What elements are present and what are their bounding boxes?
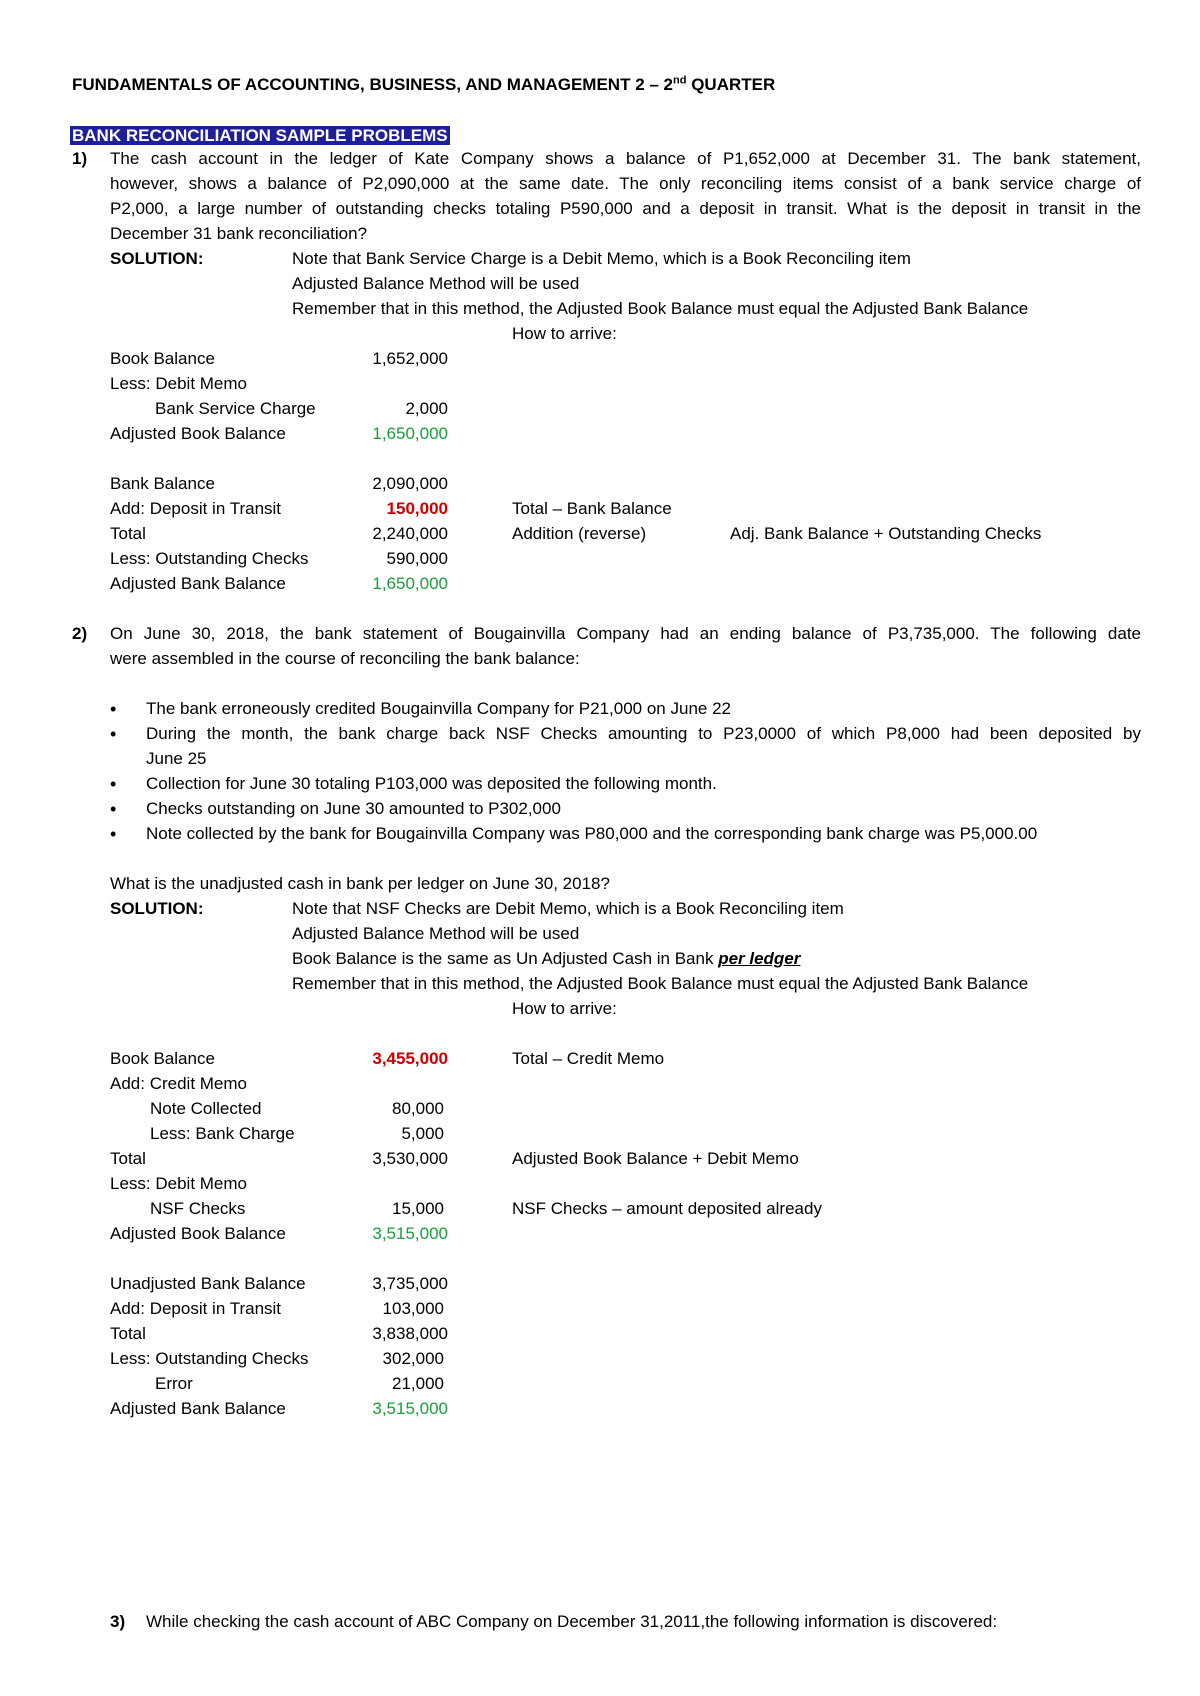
table-row-value: 3,530,000	[372, 1149, 448, 1168]
aside-note: Addition (reverse)	[512, 524, 647, 543]
bullet-item: • Note collected by the bank for Bougainvilla Company was P80,000 and the corresponding bank charge was P5,000.00	[146, 823, 1037, 845]
table-row-value: 3,455,000	[372, 1049, 448, 1068]
table-row-value: 150,000	[386, 499, 448, 518]
bullet-item: • Collection for June 30 totaling P103,000 was deposited the following month.	[146, 773, 717, 795]
table-row-value: 15,000	[392, 1199, 444, 1218]
table-row-value: 3,515,000	[372, 1224, 448, 1243]
solution-label: SOLUTION:	[110, 249, 204, 268]
table-row-label: Add: Deposit in Transit	[110, 499, 282, 518]
problem-2-number: 2)	[72, 624, 88, 643]
bullet-item-continued: June 25	[146, 749, 207, 768]
table-row-label: NSF Checks	[150, 1199, 246, 1218]
solution-note: Note that Bank Service Charge is a Debit Memo, which is a Book Reconciling item	[292, 249, 911, 268]
problem-1-line: P2,000, a large number of outstanding checks totaling P590,000 and a deposit in transit. What is the deposit in transit in the	[110, 199, 1141, 218]
solution-label: SOLUTION:	[110, 899, 204, 918]
table-row-label: Book Balance	[110, 1049, 215, 1068]
problem-2-line: On June 30, 2018, the bank statement of Bougainvilla Company had an ending balance of P3,735,000. The following date	[110, 624, 1141, 643]
solution-note: Remember that in this method, the Adjusted Book Balance must equal the Adjusted Bank Balance	[292, 974, 1029, 993]
table-row-value: 302,000	[382, 1349, 444, 1368]
aside-note: NSF Checks – amount deposited already	[512, 1199, 822, 1218]
table-row-label: Adjusted Book Balance	[110, 1224, 286, 1243]
table-row-label: Total	[110, 1324, 146, 1343]
table-row-label: Add: Deposit in Transit	[110, 1299, 282, 1318]
aside-note: Adjusted Book Balance + Debit Memo	[512, 1149, 799, 1168]
table-row-label: Note Collected	[150, 1099, 262, 1118]
table-row-value: 3,838,000	[372, 1324, 448, 1343]
table-row-value: 1,650,000	[372, 574, 448, 593]
table-row-value: 2,000	[405, 399, 448, 418]
problem-3-line: While checking the cash account of ABC Company on December 31,2011,the following information is discovered:	[146, 1612, 998, 1631]
table-row-label: Less: Debit Memo	[110, 374, 247, 393]
problem-2-line: were assembled in the course of reconciling the bank balance:	[110, 649, 580, 668]
table-row-value: 103,000	[382, 1299, 444, 1318]
problem-1-line: December 31 bank reconciliation?	[110, 224, 368, 243]
table-row-label: Total	[110, 524, 146, 543]
aside-note: Adj. Bank Balance + Outstanding Checks	[730, 524, 1042, 543]
how-to-arrive: How to arrive:	[512, 999, 617, 1018]
solution-note: Adjusted Balance Method will be used	[292, 274, 580, 293]
table-row-label: Bank Service Charge	[155, 399, 316, 418]
solution-note: Note that NSF Checks are Debit Memo, which is a Book Reconciling item	[292, 899, 844, 918]
table-row-value: 2,240,000	[372, 524, 448, 543]
table-row-value: 1,652,000	[372, 349, 448, 368]
table-row-value: 2,090,000	[372, 474, 448, 493]
bullet-item: • Checks outstanding on June 30 amounted to P302,000	[146, 798, 561, 820]
solution-note: Book Balance is the same as Un Adjusted Cash in Bank per ledger	[292, 949, 801, 968]
solution-note: Adjusted Balance Method will be used	[292, 924, 580, 943]
problem-2-question: What is the unadjusted cash in bank per ledger on June 30, 2018?	[110, 874, 610, 893]
table-row-value: 5,000	[401, 1124, 444, 1143]
table-row-label: Book Balance	[110, 349, 215, 368]
table-row-label: Total	[110, 1149, 146, 1168]
table-row-label: Adjusted Bank Balance	[110, 1399, 286, 1418]
table-row-value: 21,000	[392, 1374, 444, 1393]
table-row-label: Adjusted Book Balance	[110, 424, 286, 443]
table-row-value: 3,735,000	[372, 1274, 448, 1293]
aside-note: Total – Bank Balance	[512, 499, 672, 518]
table-row-label: Error	[155, 1374, 193, 1393]
bullet-item: • The bank erroneously credited Bougainvilla Company for P21,000 on June 22	[146, 698, 731, 720]
document-title: FUNDAMENTALS OF ACCOUNTING, BUSINESS, AND MANAGEMENT 2 – 2nd QUARTER	[72, 74, 776, 94]
table-row-label: Unadjusted Bank Balance	[110, 1274, 306, 1293]
problem-1-line: The cash account in the ledger of Kate Company shows a balance of P1,652,000 at December 31. The bank statement,	[110, 149, 1141, 168]
solution-note: Remember that in this method, the Adjusted Book Balance must equal the Adjusted Bank Balance	[292, 299, 1029, 318]
bullet-item: • During the month, the bank charge back NSF Checks amounting to P23,0000 of which P8,000 had been deposited by	[146, 723, 1141, 745]
table-row-label: Less: Bank Charge	[150, 1124, 295, 1143]
aside-note: Total – Credit Memo	[512, 1049, 665, 1068]
table-row-value: 590,000	[386, 549, 448, 568]
table-row-label: Adjusted Bank Balance	[110, 574, 286, 593]
table-row-label: Less: Outstanding Checks	[110, 549, 309, 568]
table-row-label: Bank Balance	[110, 474, 215, 493]
table-row-value: 1,650,000	[372, 424, 448, 443]
section-title: BANK RECONCILIATION SAMPLE PROBLEMS	[72, 126, 448, 145]
problem-3-number: 3)	[110, 1612, 126, 1631]
table-row-label: Less: Debit Memo	[110, 1174, 247, 1193]
table-row-label: Add: Credit Memo	[110, 1074, 247, 1093]
table-row-value: 3,515,000	[372, 1399, 448, 1418]
how-to-arrive: How to arrive:	[512, 324, 617, 343]
problem-1-number: 1)	[72, 149, 88, 168]
table-row-value: 80,000	[392, 1099, 444, 1118]
table-row-label: Less: Outstanding Checks	[110, 1349, 309, 1368]
problem-1-line: however, shows a balance of P2,090,000 at the same date. The only reconciling items consist of a bank service charge of	[110, 174, 1141, 193]
